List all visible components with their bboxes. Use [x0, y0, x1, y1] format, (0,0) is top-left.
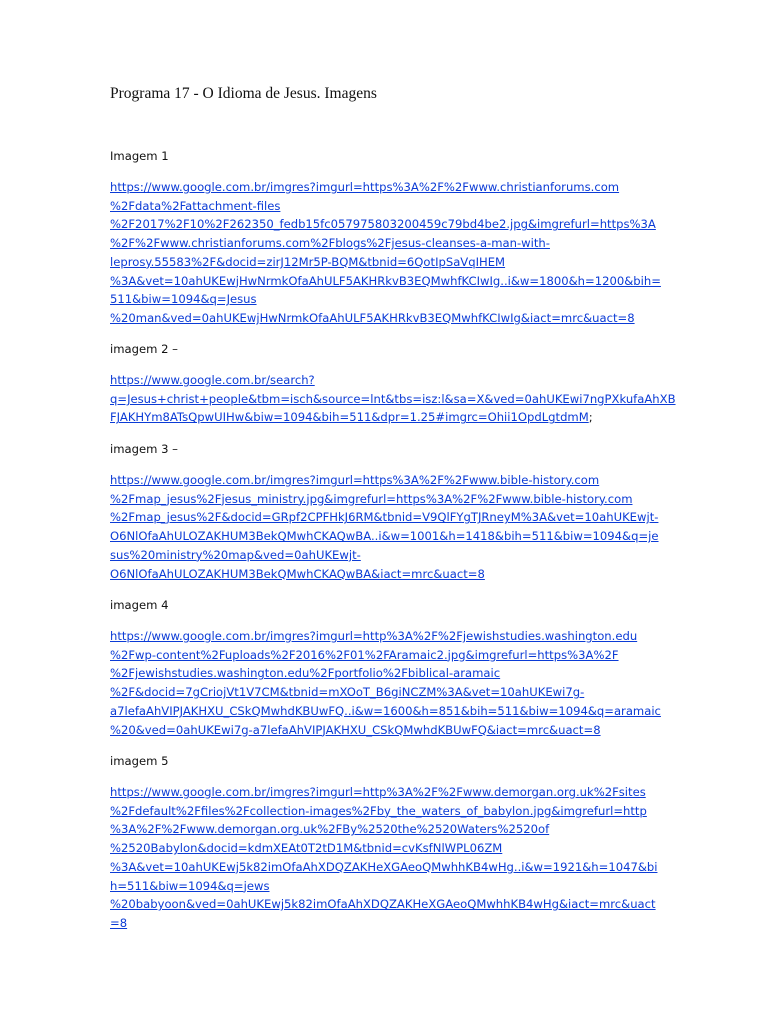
link-line[interactable]: O6NlOfaAhULOZAKHUM3BekQMwhCKAQwBA..i&w=1001&h=1418&bih=511&biw=1094&q=je	[110, 529, 659, 544]
link-line[interactable]: a7lefaAhVIPJAKHXU_CSkQMwhdKBUwFQ..i&w=1600&h=851&bih=511&biw=1094&q=aramaic	[110, 703, 661, 718]
link-line[interactable]: %3A&vet=10ahUKEwj5k82imOfaAhXDQZAKHeXGAeoQMwhhKB4wHg..i&w=1921&h=1047&bi	[110, 859, 658, 874]
link-line[interactable]: %20babyoon&ved=0ahUKEwj5k82imOfaAhXDQZAKHeXGAeoQMwhhKB4wHg&iact=mrc&uact	[110, 897, 656, 912]
link-line[interactable]: %2Fjewishstudies.washington.edu%2Fportfolio%2Fbiblical-aramaic	[110, 666, 501, 681]
link-line[interactable]: leprosy.55583%2F&docid=zirJ12Mr5P-BQM&tbnid=6QotIpSaVqIHEM	[110, 254, 506, 269]
link-line[interactable]: %3A&vet=10ahUKEwjHwNrmkOfaAhULF5AKHRkvB3EQMwhfKCIwIg..i&w=1800&h=1200&bih=	[110, 273, 661, 288]
image-2-link[interactable]	[110, 371, 676, 427]
link-line[interactable]: https://www.google.com.br/imgres?imgurl=https%3A%2F%2Fwww.bible-history.com	[110, 473, 600, 487]
link-line[interactable]: %2F%2Fwww.christianforums.com%2Fblogs%2Fjesus-cleanses-a-man-with-	[110, 236, 550, 251]
link-line[interactable]: %2Fdefault%2Ffiles%2Fcollection-images%2Fby_the_waters_of_babylon.jpg&imgrefurl=http	[110, 803, 647, 818]
link-line[interactable]: q=Jesus+christ+people&tbm=isch&source=lnt&tbs=isz:l&sa=X&ved=0ahUKEwi7ngPXkufaAhXB	[110, 391, 676, 406]
link-line[interactable]: %3A%2F%2Fwww.demorgan.org.uk%2FBy%2520the%2520Waters%2520of	[110, 822, 550, 837]
image-4-link[interactable]	[110, 627, 670, 739]
link-line[interactable]: %2Fwp-content%2Fuploads%2F2016%2F01%2FAramaic2.jpg&imgrefurl=https%3A%2F	[110, 647, 619, 662]
image-1-label: Imagem 1	[110, 149, 169, 163]
link-line[interactable]: %20man&ved=0ahUKEwjHwNrmkOfaAhULF5AKHRkvB3EQMwhfKCIwIg&iact=mrc&uact=8	[110, 310, 635, 325]
link-line[interactable]: h=511&biw=1094&q=jews	[110, 878, 270, 893]
link-line[interactable]: %20&ved=0ahUKEwi7g-a7lefaAhVIPJAKHXU_CSkQMwhdKBUwFQ&iact=mrc&uact=8	[110, 722, 601, 737]
image-5-link[interactable]	[110, 783, 670, 933]
link-line[interactable]: sus%20ministry%20map&ved=0ahUKEwjt-	[110, 547, 361, 562]
link-line[interactable]: =8	[110, 915, 128, 930]
image-3-link[interactable]	[110, 471, 670, 583]
link-line[interactable]: %2520Babylon&docid=kdmXEAt0T2tD1M&tbnid=cvKsfNlWPL06ZM	[110, 841, 503, 856]
image-5-label: imagem 5	[110, 754, 169, 768]
link-line[interactable]: 511&biw=1094&q=Jesus	[110, 292, 257, 307]
link-line[interactable]: https://www.google.com.br/imgres?imgurl=https%3A%2F%2Fwww.christianforums.com	[110, 180, 620, 194]
link-line[interactable]: %2Fmap_jesus%2F&docid=GRpf2CPFHkJ6RM&tbnid=V9QlFYgTJRneyM%3A&vet=10ahUKEwjt-	[110, 510, 659, 525]
link-line[interactable]: https://www.google.com.br/search?	[110, 373, 315, 387]
document-title: Programa 17 - O Idioma de Jesus. Imagens	[110, 85, 377, 102]
link-line[interactable]: %2Fmap_jesus%2Fjesus_ministry.jpg&imgrefurl=https%3A%2F%2Fwww.bible-history.com	[110, 491, 633, 506]
link-line[interactable]: %2F2017%2F10%2F262350_fedb15fc057975803200459c79bd4be2.jpg&imgrefurl=https%3A	[110, 217, 656, 232]
link-line[interactable]: O6NlOfaAhULOZAKHUM3BekQMwhCKAQwBA&iact=mrc&uact=8	[110, 566, 485, 581]
image-3-label: imagem 3 –	[110, 442, 178, 456]
link-line[interactable]: %2F&docid=7gCriojVt1V7CM&tbnid=mXOoT_B6giNCZM%3A&vet=10ahUKEwi7g-	[110, 685, 585, 700]
image-4-label: imagem 4	[110, 598, 169, 612]
link-line[interactable]: FJAKHYm8ATsQpwUIHw&biw=1094&bih=511&dpr=1.25#imgrc=Ohii1OpdLgtdmM	[110, 410, 589, 425]
link-trailing-punctuation: ;	[588, 410, 593, 425]
image-2-label: imagem 2 –	[110, 342, 178, 356]
image-1-link[interactable]	[110, 178, 670, 328]
link-line[interactable]: https://www.google.com.br/imgres?imgurl=http%3A%2F%2Fwww.demorgan.org.uk%2Fsites	[110, 785, 646, 799]
link-line[interactable]: https://www.google.com.br/imgres?imgurl=http%3A%2F%2Fjewishstudies.washington.edu	[110, 629, 638, 643]
link-line[interactable]: %2Fdata%2Fattachment-files	[110, 198, 281, 213]
